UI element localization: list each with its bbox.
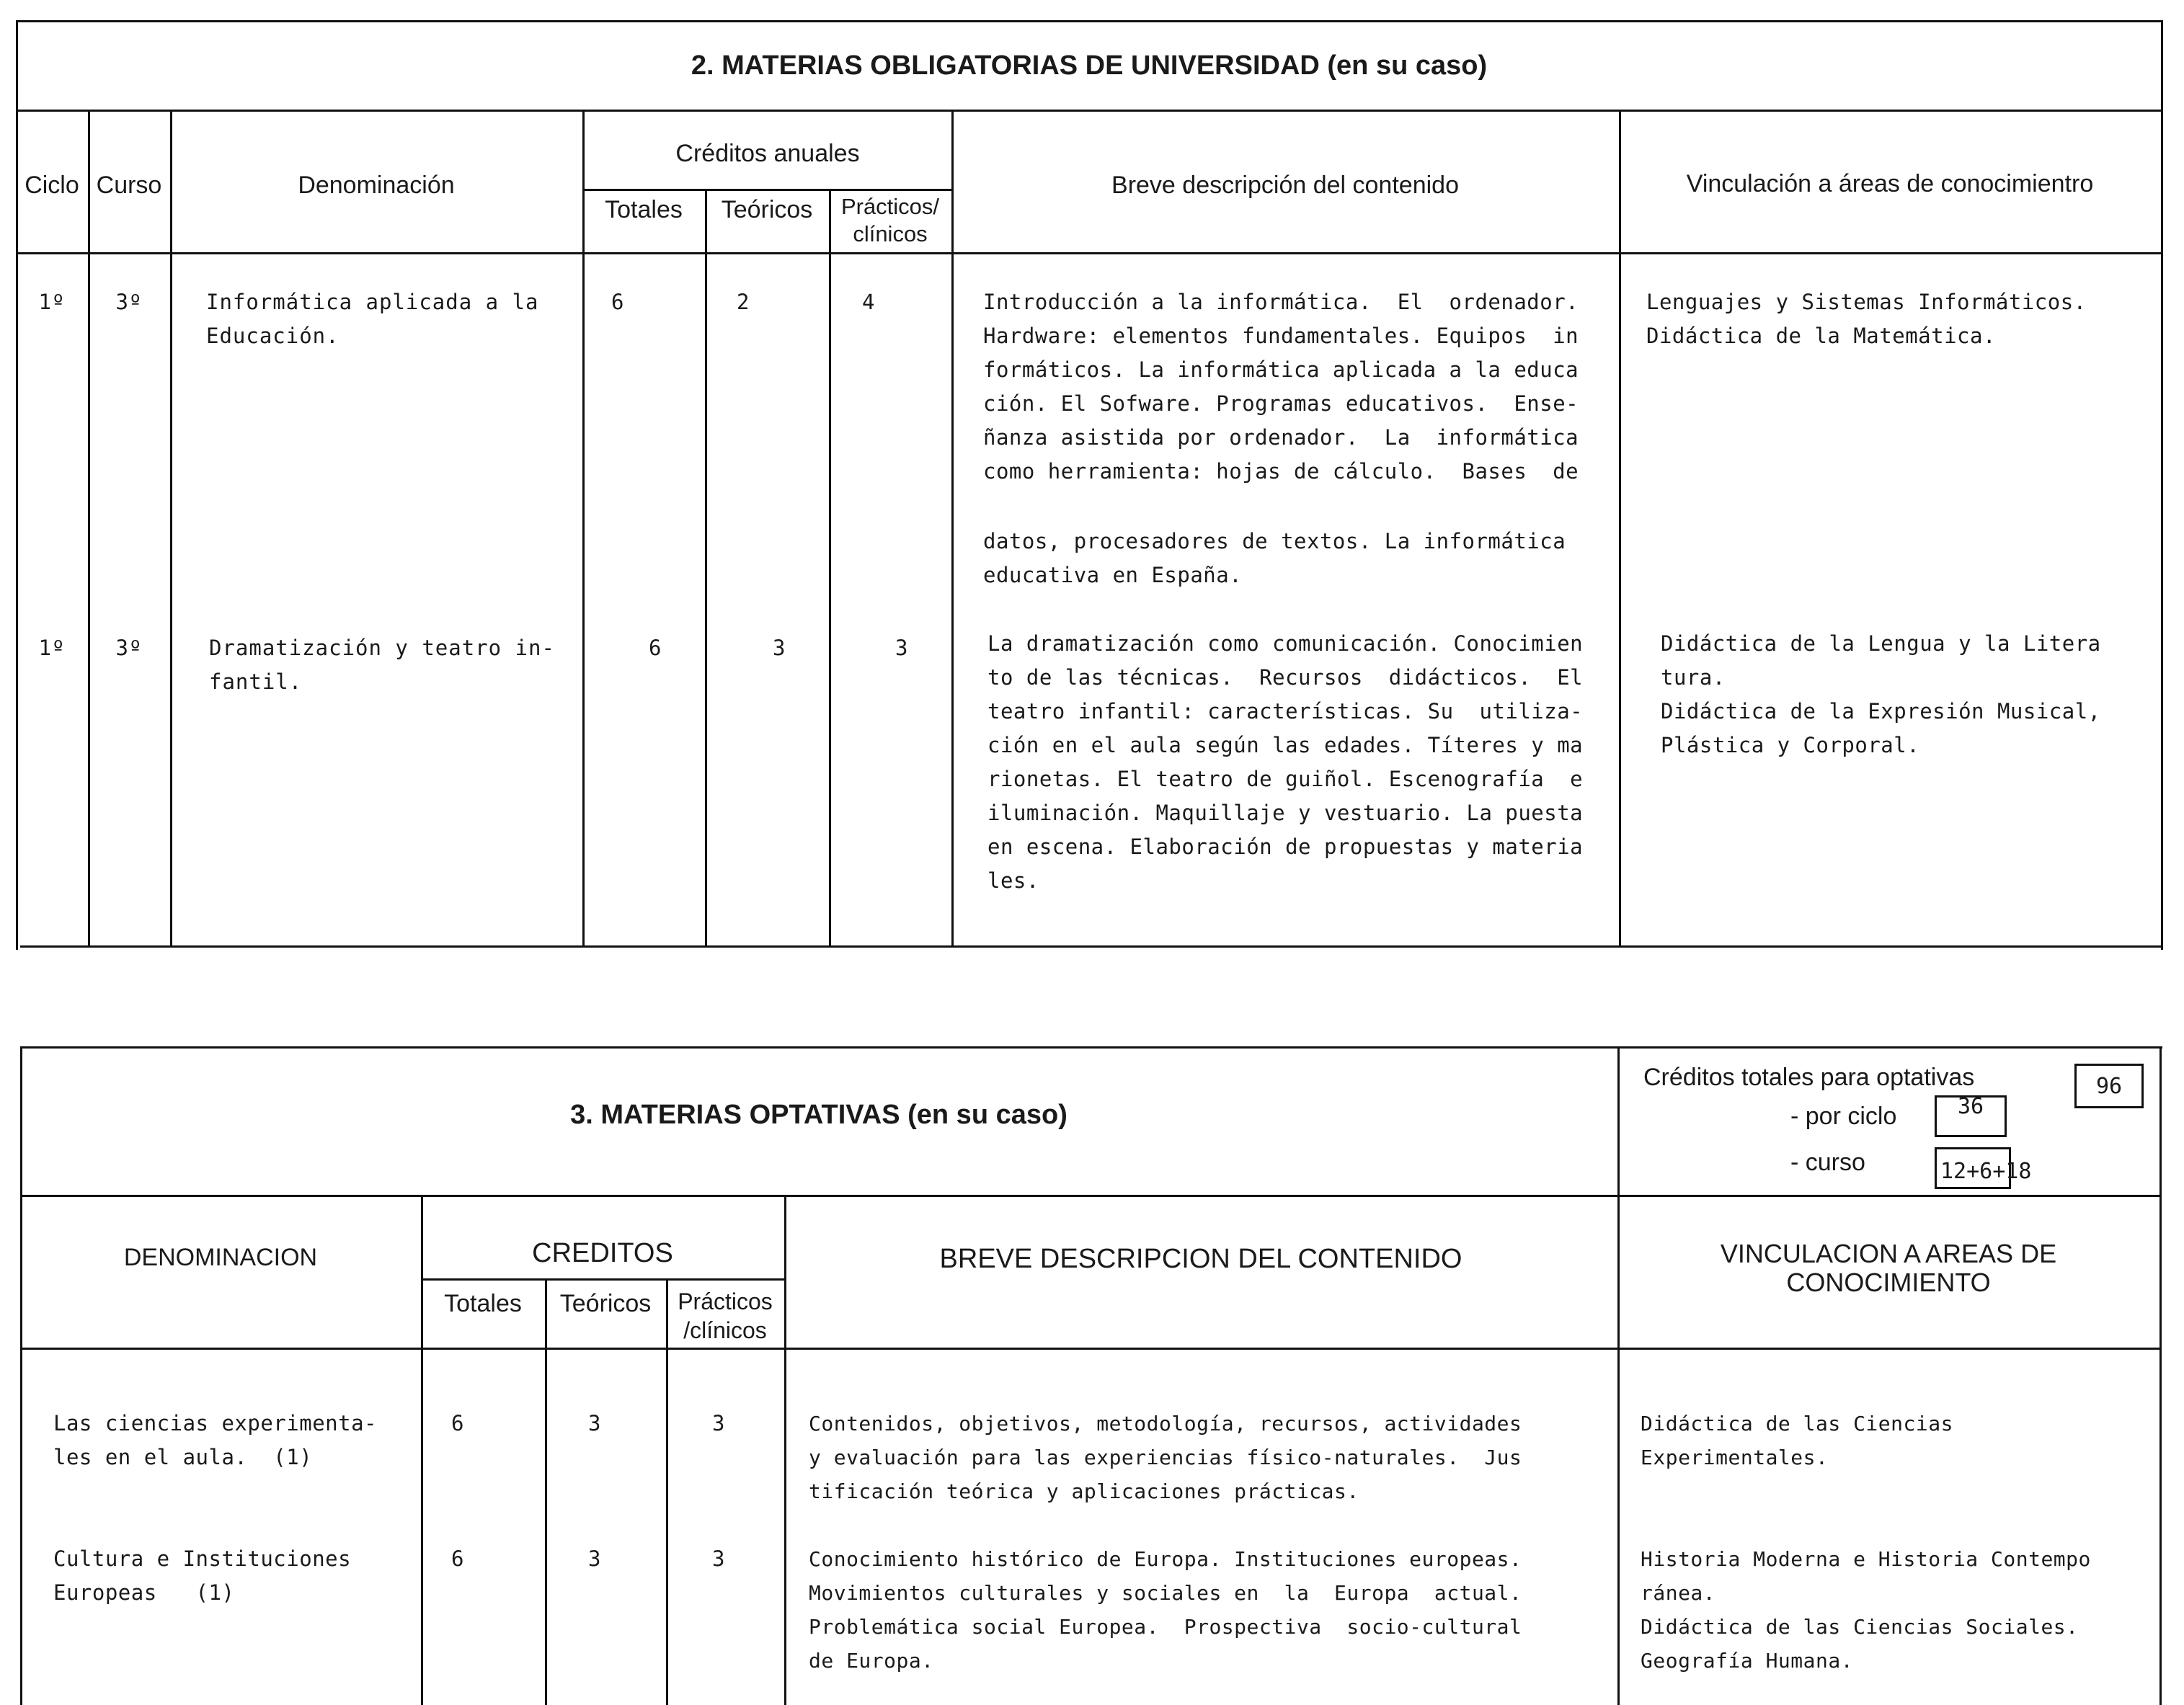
cell-vinculacion: Didáctica de las Ciencias Experimentales. (1641, 1412, 1953, 1469)
table-border-right (2159, 1046, 2162, 1705)
title-separator (20, 1195, 2161, 1197)
cell-ciclo: 1º (38, 290, 66, 314)
col-line-practicos (951, 110, 954, 947)
header-separator (16, 252, 2162, 254)
col-line-descripcion (1617, 1046, 1620, 1705)
header-teoricos: Teóricos (721, 196, 813, 223)
curso-value: 12+6+18 (1940, 1159, 2032, 1184)
header-vinculacion: VINCULACION A AREAS DE CONOCIMIENTO (1720, 1239, 2057, 1297)
cell-descripcion-continuation: datos, procesadores de textos. La informática educativa en España. (983, 529, 1566, 587)
cell-descripcion: Contenidos, objetivos, metodología, recursos, actividades y evaluación para las experiencias físico-naturales. Jus tificación teórica y aplicaciones prácticas. (809, 1412, 1522, 1503)
cell-descripcion: La dramatización como comunicación. Conocimien to de las técnicas. Recursos didácticos. El teatro infantil: características. Su utiliza- ción en el aula según las edades. Títeres y ma rionetas. El teatro de guiñol. Escenografía e iluminación. Maquillaje y vestuario. La puesta en escena. Elaboración de propuestas y materia les. (987, 631, 1584, 893)
col-line-totales (705, 189, 707, 947)
header-ciclo: Ciclo (25, 172, 79, 199)
col-line-curso (170, 110, 172, 947)
cell-curso: 3º (115, 636, 143, 660)
cell-vinculacion: Historia Moderna e Historia Contempo ránea. Didáctica de las Ciencias Sociales. Geografía Humana. (1641, 1547, 2091, 1673)
section-2-title: 2. MATERIAS OBLIGATORIAS DE UNIVERSIDAD (en su caso) (691, 50, 1488, 81)
cell-totales: 6 (451, 1546, 465, 1571)
creditos-sub-separator (582, 189, 953, 191)
cell-descripcion: Conocimiento histórico de Europa. Instituciones europeas. Movimientos culturales y sociales en la Europa actual. Problemática social Europea. Prospectiva socio-cultural de Europa. (809, 1547, 1522, 1673)
cell-practicos: 3 (712, 1546, 726, 1571)
optativas-total-label: Créditos totales para optativas (1643, 1064, 1975, 1091)
table-border-bottom (20, 945, 2162, 948)
table-border-left (16, 20, 18, 950)
por-ciclo-value: 36 (1957, 1094, 1984, 1119)
col-line-denominacion (582, 110, 585, 947)
cell-totales: 6 (611, 290, 625, 314)
header-descripcion: Breve descripción del contenido (1111, 172, 1459, 199)
col-line-totales (545, 1278, 547, 1705)
cell-teoricos: 3 (588, 1546, 602, 1571)
col-line-ciclo (88, 110, 90, 947)
cell-denominacion: Las ciencias experimenta- les en el aula. (1) (53, 1411, 377, 1469)
header-separator (20, 1348, 2161, 1350)
cell-teoricos: 3 (773, 636, 786, 660)
table-border-left (20, 1046, 22, 1705)
cell-teoricos: 3 (588, 1411, 602, 1435)
cell-ciclo: 1º (38, 636, 66, 660)
header-totales: Totales (444, 1290, 522, 1317)
cell-denominacion: Informática aplicada a la Educación. (206, 290, 539, 348)
section-3-title: 3. MATERIAS OPTATIVAS (en su caso) (570, 1100, 1067, 1130)
cell-practicos: 3 (895, 636, 909, 660)
table-border-top (20, 1046, 2162, 1049)
col-line-denominacion (421, 1195, 423, 1705)
header-totales: Totales (605, 196, 683, 223)
cell-denominacion: Cultura e Instituciones Europeas (1) (53, 1546, 352, 1605)
cell-totales: 6 (451, 1411, 465, 1435)
col-line-descripcion (1619, 110, 1621, 947)
cell-vinculacion: Lenguajes y Sistemas Informáticos. Didáctica de la Matemática. (1646, 290, 2087, 348)
header-denominacion: Denominación (298, 172, 455, 199)
optativas-total-value: 96 (2095, 1074, 2123, 1099)
cell-totales: 6 (649, 636, 662, 660)
header-teoricos: Teóricos (559, 1290, 652, 1317)
col-line-teoricos (829, 189, 831, 947)
header-creditos: CREDITOS (532, 1238, 673, 1268)
cell-vinculacion: Didáctica de la Lengua y la Litera tura. Didáctica de la Expresión Musical, Plástica y Corporal. (1661, 631, 2101, 757)
cell-practicos: 4 (862, 290, 876, 314)
cell-practicos: 3 (712, 1411, 726, 1435)
cell-denominacion: Dramatización y teatro in- fantil. (209, 636, 555, 694)
header-practicos: Prácticos /clínicos (678, 1288, 773, 1343)
por-ciclo-label: - por ciclo (1790, 1103, 1897, 1130)
curso-label: - curso (1790, 1149, 1865, 1176)
header-denominacion: DENOMINACION (123, 1244, 318, 1271)
header-creditos-anuales: Créditos anuales (675, 140, 860, 167)
cell-teoricos: 2 (737, 290, 750, 314)
header-vinculacion: Vinculación a áreas de conocimientro (1686, 170, 2094, 197)
cell-descripcion: Introducción a la informática. El ordenador. Hardware: elementos fundamentales. Equipos in formáticos. La informática aplicada a la educa ción. El Sofware. Programas educativos. Ense- ñanza asistida por ordenador. La informática como herramienta: hojas de cálculo. Bases de (983, 290, 1579, 484)
cell-curso: 3º (115, 290, 143, 314)
header-descripcion: BREVE DESCRIPCION DEL CONTENIDO (939, 1244, 1462, 1274)
title-separator (16, 110, 2162, 112)
table-border-top (16, 20, 2162, 22)
table-border-right (2161, 20, 2163, 950)
creditos-sub-separator (421, 1278, 786, 1281)
header-curso: Curso (96, 172, 162, 199)
header-practicos: Prácticos/ clínicos (840, 194, 940, 246)
